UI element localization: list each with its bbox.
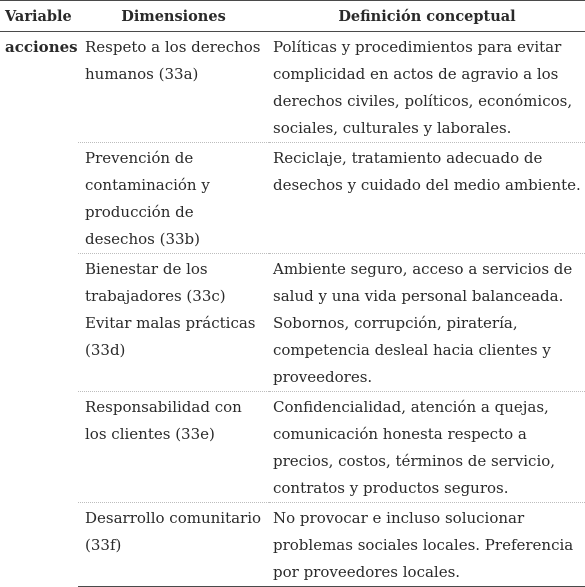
table-header xyxy=(0,1,585,32)
table-body xyxy=(0,32,585,587)
table-row xyxy=(0,143,585,254)
dimension-cell: Bienestar de los trabajadores (33c) xyxy=(78,254,269,311)
dimension-cell: Desarrollo comunitario (33f) xyxy=(78,503,269,587)
definition-cell: Confidencialidad, atención a quejas, comunicación honesta respecto a precios, costos, términos de servicio, contratos y productos seguros. xyxy=(269,392,585,503)
definition-cell: Políticas y procedimientos para evitar complicidad en actos de agravio a los derechos civiles, políticos, económicos, sociales, culturales y laborales. xyxy=(273,38,573,137)
header-row xyxy=(0,1,585,32)
table-row xyxy=(0,32,585,143)
definition-cell: Sobornos, corrupción, piratería, competencia desleal hacia clientes y proveedores. xyxy=(273,314,551,386)
dimension-cell: Respeto a los derechos humanos (33a) xyxy=(85,38,261,83)
definition-cell: Reciclaje, tratamiento adecuado de desechos y cuidado del medio ambiente. xyxy=(269,143,585,254)
variable-cell: acciones xyxy=(5,38,78,56)
dimension-cell: Prevención de contaminación y producción de desechos (33b) xyxy=(78,143,269,254)
table-row xyxy=(0,310,585,392)
table-row xyxy=(0,392,585,503)
dimension-cell: Evitar malas prácticas (33d) xyxy=(85,314,256,359)
table-row xyxy=(0,503,585,587)
definition-cell: No provocar e incluso solucionar problemas sociales locales. Preferencia por proveedores locales. xyxy=(269,503,585,587)
header-variable: Variable xyxy=(0,1,78,32)
header-dimensiones: Dimensiones xyxy=(78,1,269,32)
table-row xyxy=(0,254,585,311)
header-definicion: Definición conceptual xyxy=(269,1,585,32)
definition-cell: Ambiente seguro, acceso a servicios de salud y una vida personal balanceada. xyxy=(269,254,585,311)
dimension-cell: Responsabilidad con los clientes (33e) xyxy=(78,392,269,503)
